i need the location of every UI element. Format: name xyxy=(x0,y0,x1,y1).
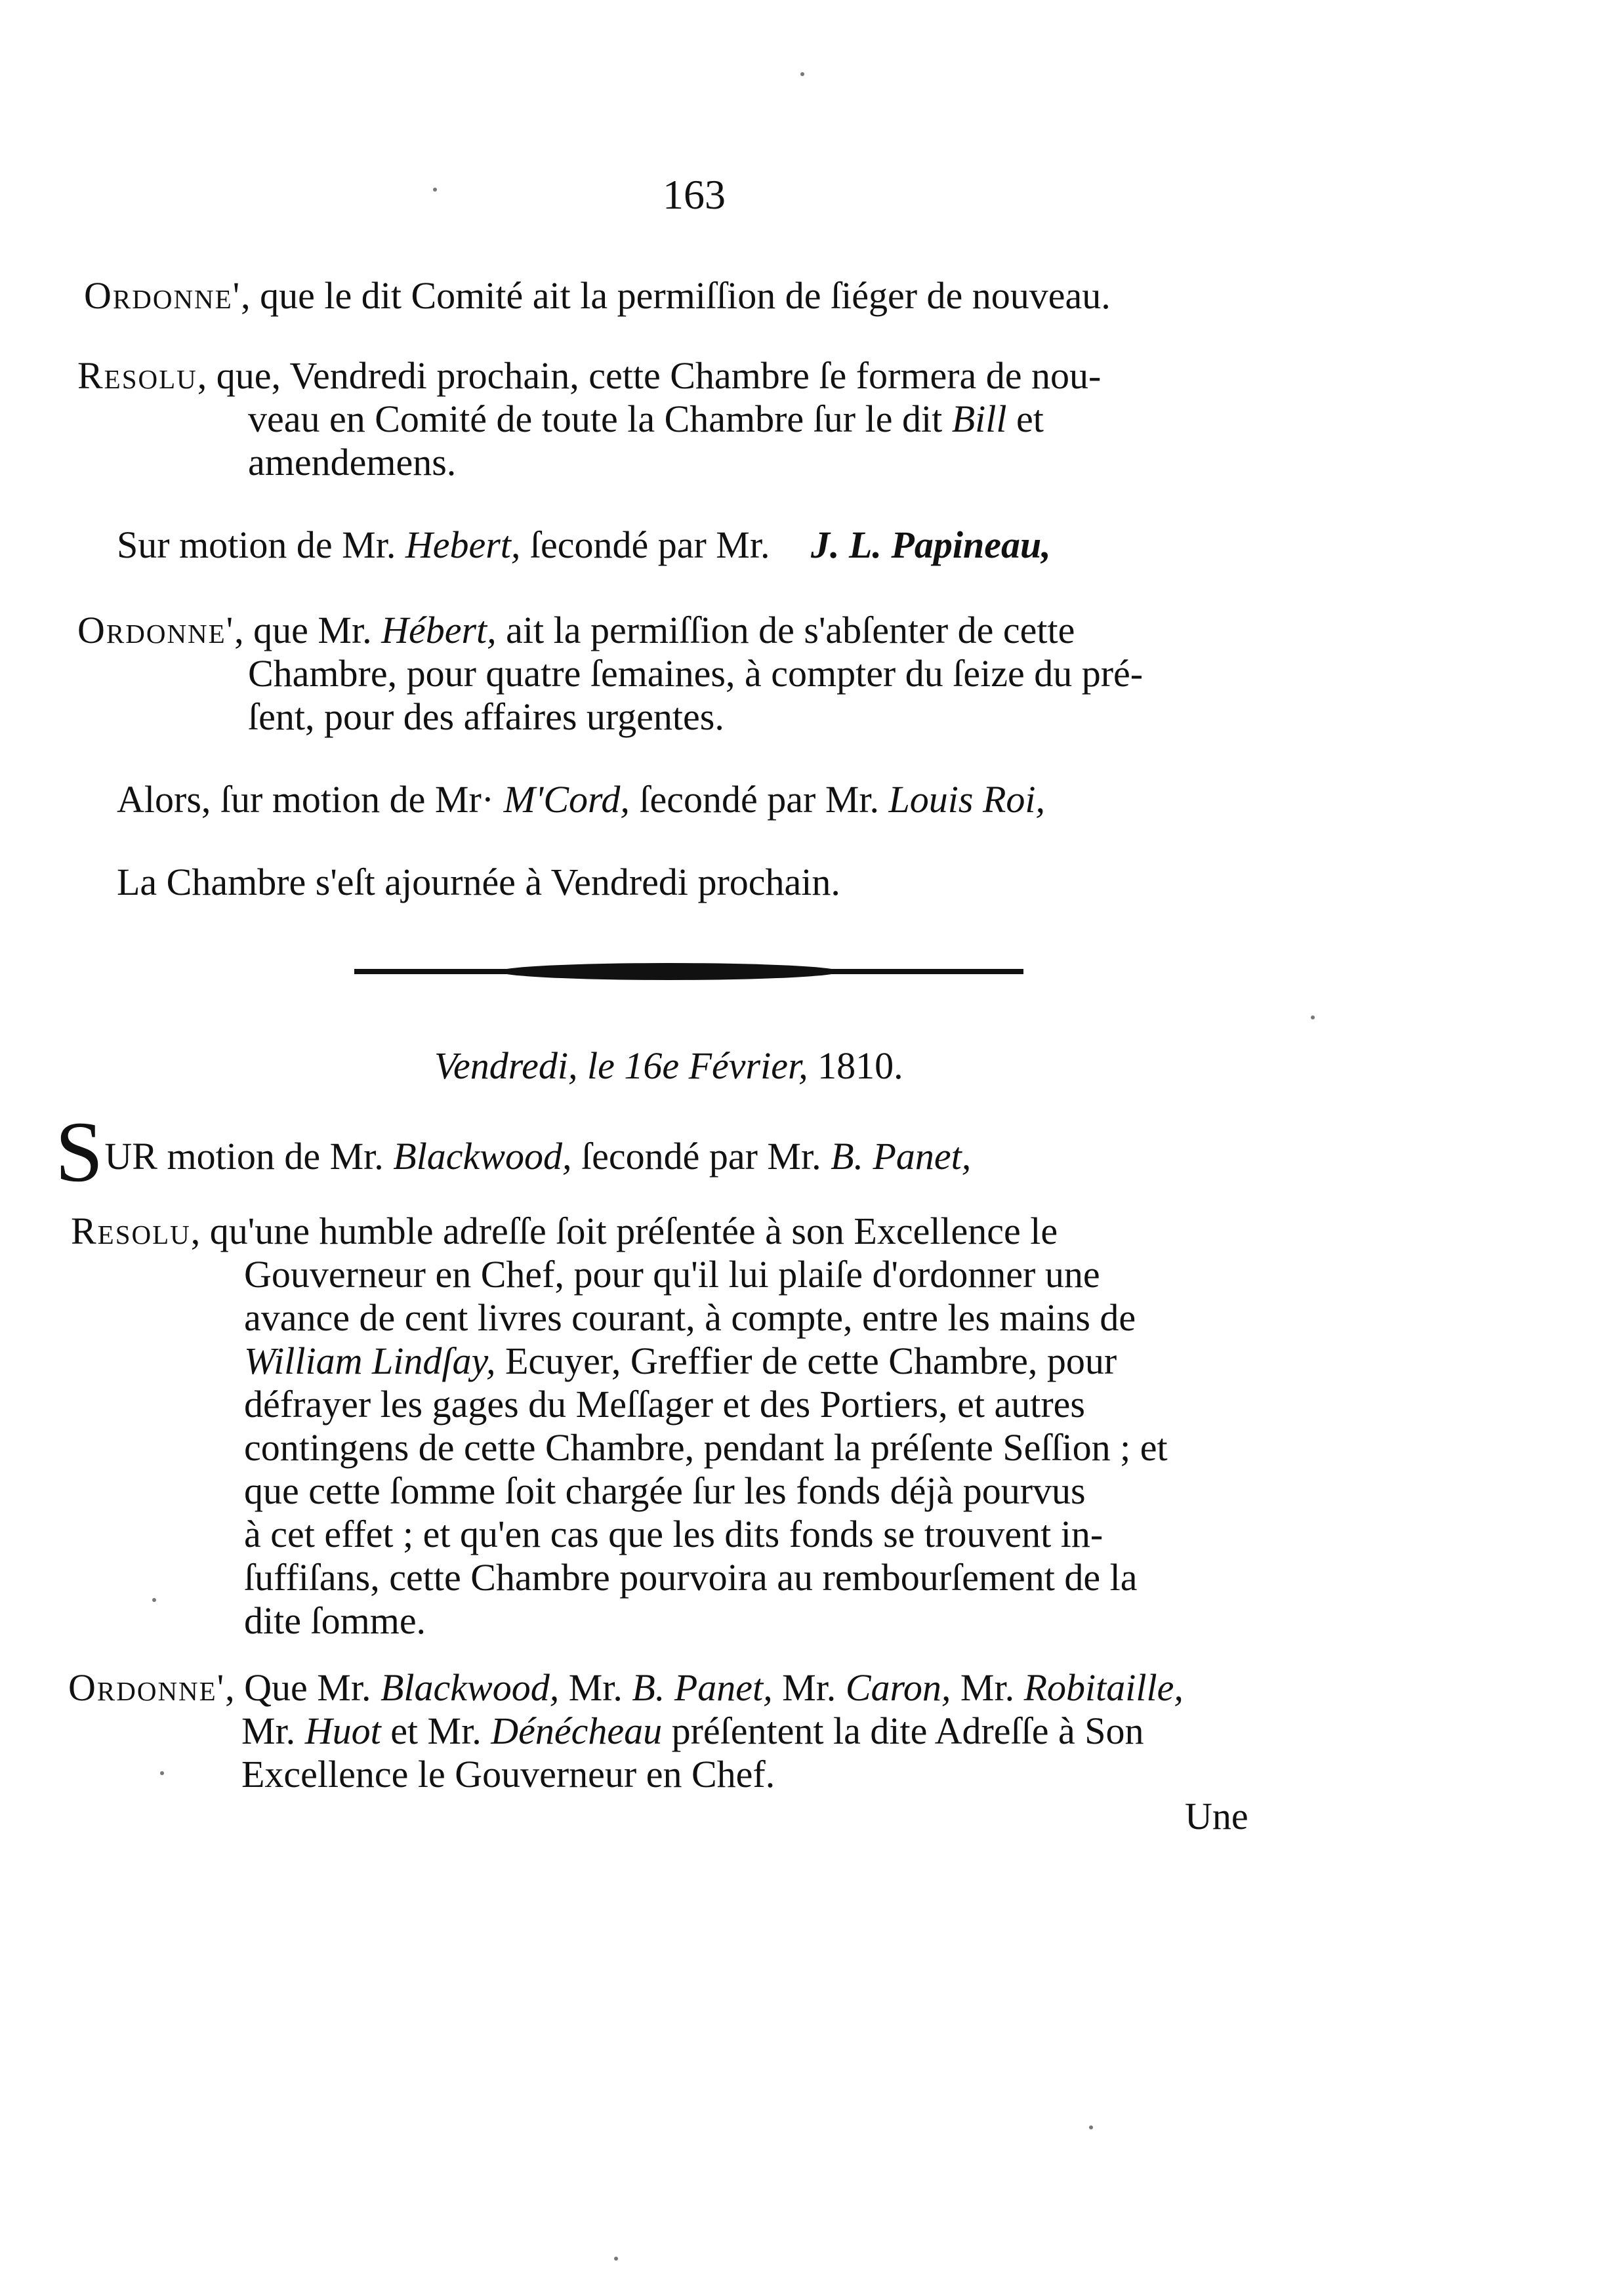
sitting-year: 1810. xyxy=(808,1044,903,1087)
member-name: J. L. Papineau, xyxy=(811,523,1051,566)
member-name: B. Panet, xyxy=(632,1666,773,1709)
entry-line: ſuffiſans, cette Chambre pourvoira au rembourſement de la xyxy=(244,1556,1138,1599)
page-number: 163 xyxy=(663,171,726,218)
entry-line: ſent, pour des affaires urgentes. xyxy=(248,695,724,738)
resolution-entry-address-continued xyxy=(244,1253,1307,1643)
member-name: Huot xyxy=(304,1710,381,1752)
member-name: M'Cord, xyxy=(503,778,630,821)
bill-term: Bill xyxy=(951,398,1007,440)
catchword: Une xyxy=(1185,1795,1248,1837)
resolution-entry-committee-continued xyxy=(248,398,1311,484)
entry-line: dite ſomme. xyxy=(244,1599,426,1642)
entry-line: William Lindſay, Ecuyer, Greffier de cette Chambre, pour xyxy=(244,1340,1117,1382)
section-divider-swell xyxy=(499,963,840,980)
member-name: Blackwood, xyxy=(381,1666,560,1709)
entry-line: , que, Vendredi prochain, cette Chambre ſe formera de nou- xyxy=(197,354,1102,397)
order-entry-presenters-continued xyxy=(241,1710,1304,1796)
print-speck xyxy=(1311,1015,1315,1019)
member-name: Hebert, xyxy=(405,523,521,566)
print-speck xyxy=(800,72,804,76)
entry-line: que cette ſomme ſoit chargée ſur les fonds déjà pourvus xyxy=(244,1469,1086,1512)
print-speck xyxy=(614,2257,618,2261)
print-speck xyxy=(160,1771,164,1775)
order-entry-leave-continued xyxy=(248,652,1311,739)
order-entry-presenters: Ordonne', Que Mr. Blackwood, Mr. B. Panet, Mr. Caron, Mr. Robitaille, xyxy=(68,1666,1184,1709)
member-name: Dénécheau xyxy=(491,1710,663,1752)
member-name: B. Panet, xyxy=(831,1135,972,1178)
motion-entry-blackwood: SUR motion de Mr. Blackwood, ſecondé par Mr. B. Panet, xyxy=(55,1103,972,1200)
print-speck xyxy=(433,188,437,192)
member-name: Robitaille, xyxy=(1023,1666,1184,1709)
entry-label: Ordonne' xyxy=(84,274,241,317)
entry-line: Mr. Huot et Mr. Dénécheau préſentent la dite Adreſſe à Son xyxy=(241,1710,1144,1752)
order-entry-leave: Ordonne', que Mr. Hébert, ait la permiſſion de s'abſenter de cette xyxy=(77,609,1075,651)
adjournment-entry: La Chambre s'eſt ajournée à Vendredi prochain. xyxy=(117,861,840,903)
entry-line: défrayer les gages du Meſſager et des Portiers, et autres xyxy=(244,1383,1085,1425)
entry-text: , que le dit Comité ait la permiſſion de ſiéger de nouveau. xyxy=(241,274,1111,317)
resolution-entry-committee xyxy=(77,354,1101,398)
member-name: Blackwood, xyxy=(393,1135,572,1178)
entry-line: contingens de cette Chambre, pendant la préſente Seſſion ; et xyxy=(244,1426,1168,1469)
member-name: Hébert, xyxy=(381,609,497,651)
drop-cap: S xyxy=(55,1103,104,1200)
sitting-date xyxy=(434,1044,903,1088)
member-name: Louis Roi, xyxy=(888,778,1046,821)
resolution-entry-address xyxy=(71,1210,1058,1253)
entry-line: amendemens. xyxy=(248,441,457,483)
entry-line: veau en Comité de toute la Chambre ſur le dit Bill et xyxy=(248,398,1044,440)
print-speck xyxy=(152,1598,156,1602)
motion-entry-hebert: Sur motion de Mr. Hebert, ſecondé par Mr. J. L. Papineau, xyxy=(117,523,1051,566)
entry-line: Chambre, pour quatre ſemaines, à compter du ſeize du pré- xyxy=(248,652,1144,695)
entry-line: avance de cent livres courant, à compte, entre les mains de xyxy=(244,1296,1136,1339)
print-speck xyxy=(1089,2125,1093,2129)
member-name: William Lindſay, xyxy=(244,1340,496,1382)
order-entry-sitting-permission xyxy=(84,274,1111,318)
entry-label: Ordonne' xyxy=(68,1666,226,1709)
entry-line: Gouverneur en Chef, pour qu'il lui plaiſe d'ordonner une xyxy=(244,1253,1100,1296)
sitting-day: Vendredi, le 16e Février, xyxy=(434,1044,808,1087)
entry-line: à cet effet ; et qu'en cas que les dits fonds se trouvent in- xyxy=(244,1513,1103,1555)
motion-entry-adjourn: Alors, ſur motion de Mr· M'Cord, ſecondé par Mr. Louis Roi, xyxy=(117,778,1046,821)
entry-line: , qu'une humble adreſſe ſoit préſentée à son Excellence le xyxy=(190,1210,1058,1252)
entry-label: Resolu xyxy=(71,1210,191,1252)
member-name: Caron, xyxy=(845,1666,951,1709)
entry-line: Excellence le Gouverneur en Chef. xyxy=(241,1753,775,1795)
entry-label: Ordonne' xyxy=(77,609,235,651)
entry-label: Resolu xyxy=(77,354,197,397)
